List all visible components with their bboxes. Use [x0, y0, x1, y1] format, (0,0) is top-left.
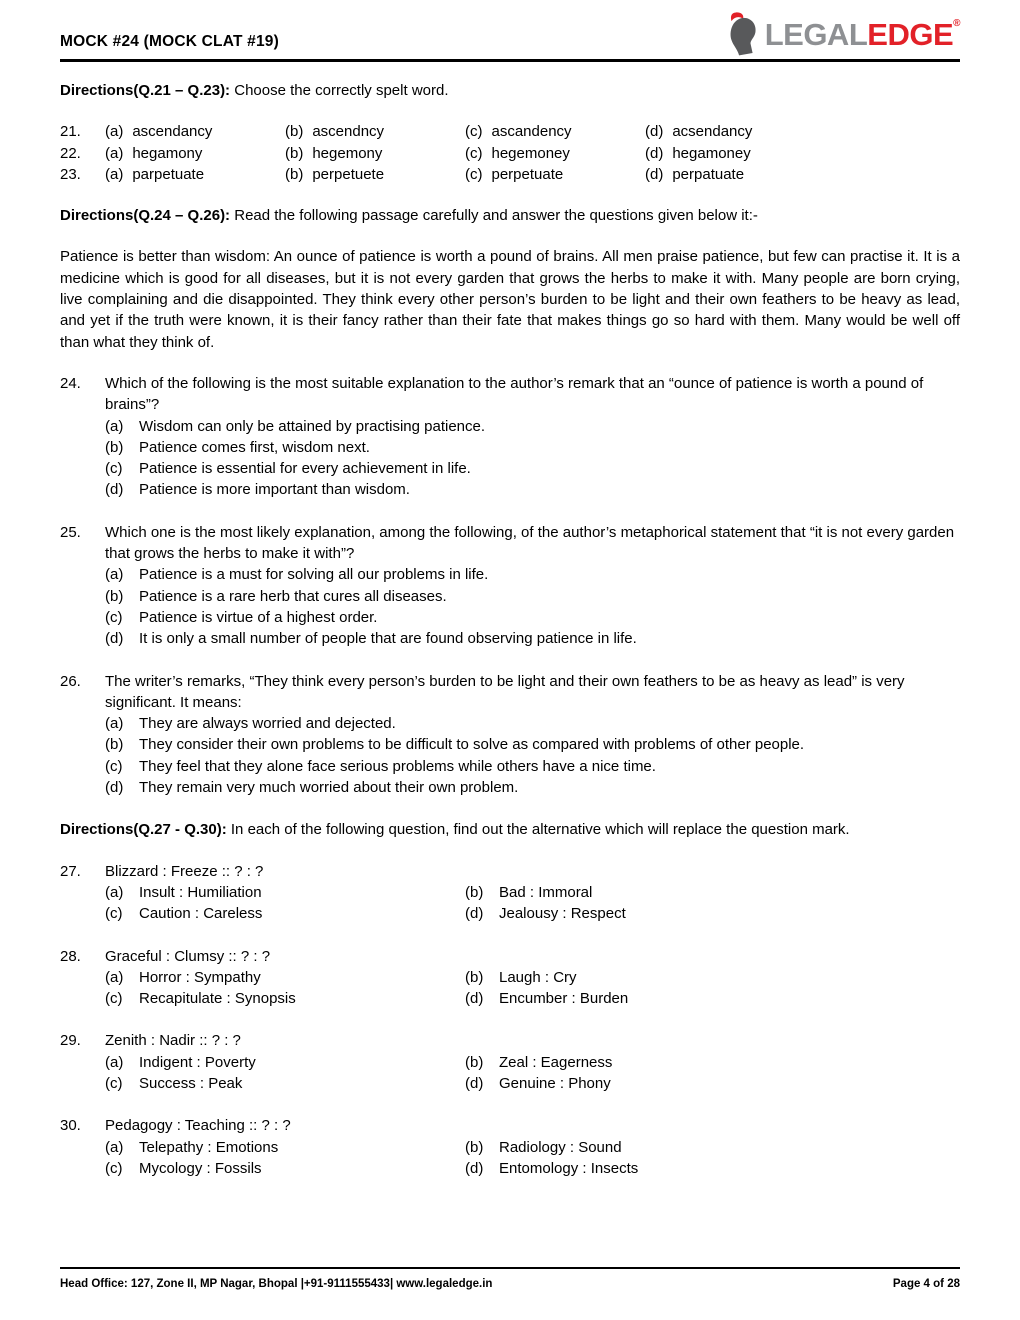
answer-option[interactable]	[105, 121, 285, 142]
question-stem: Zenith : Nadir :: ? : ?	[105, 1032, 241, 1050]
option-text: parpetuate	[132, 165, 205, 183]
option-text: hegemony	[312, 144, 383, 162]
option-text: They are always worried and dejected.	[139, 715, 396, 733]
answer-option[interactable]	[105, 967, 465, 988]
option-label: (b)	[465, 968, 484, 986]
option-label: (c)	[465, 123, 483, 141]
option-label: (c)	[105, 990, 123, 1008]
question-stem: Which of the following is the most suitable explanation to the author’s remark that an “ounce of patience is worth a pound of brains”?	[105, 374, 924, 414]
option-label: (b)	[465, 1138, 484, 1156]
directions-text: Read the following passage carefully and answer the questions given below it:-	[230, 207, 758, 225]
answer-option[interactable]	[105, 437, 960, 458]
option-text: Patience is a must for solving all our problems in life.	[139, 566, 489, 584]
option-label: (a)	[105, 715, 124, 733]
directions-q24-q26	[60, 205, 960, 226]
option-text: Recapitulate : Synopsis	[139, 990, 296, 1008]
question	[60, 861, 960, 925]
option-text: Mycology : Fossils	[139, 1159, 262, 1177]
option-text: acsendancy	[672, 123, 753, 141]
option-text: Indigent : Poverty	[139, 1053, 256, 1071]
legaledge-logo-text	[764, 16, 960, 52]
answer-option[interactable]	[105, 458, 960, 479]
question-number: 24.	[60, 374, 81, 392]
option-text: ascendncy	[312, 123, 385, 141]
option-label: (b)	[105, 438, 124, 456]
option-text: Radiology : Sound	[499, 1138, 622, 1156]
answer-option[interactable]	[105, 1158, 465, 1179]
option-text: ascandency	[491, 123, 572, 141]
option-label: (c)	[465, 144, 483, 162]
question-number: 26.	[60, 672, 81, 690]
option-label: (a)	[105, 883, 124, 901]
answer-option[interactable]	[105, 564, 960, 585]
answer-option[interactable]	[465, 882, 960, 903]
legaledge-logo-icon	[722, 12, 760, 56]
option-label: (d)	[465, 905, 484, 923]
option-label: (a)	[105, 566, 124, 584]
option-label: (b)	[285, 144, 304, 162]
question	[60, 522, 960, 650]
answer-option[interactable]	[105, 143, 285, 164]
option-label: (d)	[105, 481, 124, 499]
option-text: perpetuate	[491, 165, 564, 183]
answer-option[interactable]	[465, 121, 645, 142]
option-text: Horror : Sympathy	[139, 968, 261, 986]
answer-option[interactable]	[465, 903, 960, 924]
option-label: (c)	[105, 608, 123, 626]
reading-passage: Patience is better than wisdom: An ounce of patience is worth a pound of brains. All men praise patience, but few can practise it. It is a medicine which is good for all diseases, but it is not every garden that grows the herbs to make it with. Many people are born crying, live complaining and die disappointed. They think every other person’s burden to be light and their own feathers to be heavy as lead, and yet if the truth were known, it is their fancy rather than their fate that makes things go so hard with them. Many would be well off than what they think of.	[60, 248, 960, 351]
option-text: They remain very much worried about their own problem.	[139, 779, 519, 797]
answer-option[interactable]	[105, 586, 960, 607]
option-label: (d)	[465, 1074, 484, 1092]
answer-option[interactable]	[465, 1158, 960, 1179]
answer-option[interactable]	[105, 882, 465, 903]
answer-option[interactable]	[105, 479, 960, 500]
option-label: (a)	[105, 968, 124, 986]
option-label: (c)	[105, 460, 123, 478]
page-header	[60, 0, 960, 62]
option-text: hegemoney	[491, 144, 570, 162]
option-label: (a)	[105, 123, 124, 141]
option-text: perpetuete	[312, 165, 385, 183]
footer-contact-info: Head Office: 127, Zone II, MP Nagar, Bhopal |+91-9111555433| www.legaledge.in	[60, 1277, 493, 1290]
question-stem: The writer’s remarks, “They think every person’s burden to be light and their own feathers to be as heavy as lead” is very significant. It means:	[105, 672, 905, 711]
directions-q21-q23	[60, 80, 960, 101]
option-text: ascendancy	[132, 123, 213, 141]
option-label: (a)	[105, 1053, 124, 1071]
directions-label: Directions(Q.27 - Q.30):	[60, 821, 227, 839]
answer-option[interactable]	[465, 1073, 960, 1094]
answer-option[interactable]	[645, 143, 825, 164]
answer-option[interactable]	[105, 777, 960, 798]
option-text: Entomology : Insects	[499, 1159, 639, 1177]
directions-text: In each of the following question, find out the alternative which will replace the question mark.	[226, 821, 850, 839]
answer-option[interactable]	[105, 1073, 465, 1094]
logo-legal-text: LEGAL	[764, 16, 868, 52]
option-text: Telepathy : Emotions	[139, 1138, 279, 1156]
option-label: (a)	[105, 1138, 124, 1156]
directions-text: Choose the correctly spelt word.	[230, 82, 449, 99]
question-stem: Graceful : Clumsy :: ? : ?	[105, 947, 271, 965]
question-row	[60, 143, 960, 164]
option-label: (b)	[285, 123, 304, 141]
answer-option[interactable]	[105, 1052, 465, 1073]
question-row	[60, 121, 960, 142]
option-text: Patience is more important than wisdom.	[139, 481, 410, 499]
option-label: (d)	[645, 144, 664, 162]
answer-option[interactable]	[645, 121, 825, 142]
answer-option[interactable]	[465, 1052, 960, 1073]
analogy-questions-block	[60, 861, 960, 1180]
option-text: Success : Peak	[139, 1074, 243, 1092]
question-number: 25.	[60, 523, 81, 541]
question-stem: Which one is the most likely explanation, among the following, of the author’s metaphorical statement that “it is not every garden that grows the herbs to make it with”?	[105, 523, 955, 563]
option-text: It is only a small number of people that are found observing patience in life.	[139, 630, 637, 648]
option-label: (c)	[105, 905, 123, 923]
question-number: 23.	[60, 165, 81, 183]
option-label: (b)	[465, 1053, 484, 1071]
option-label: (c)	[105, 1074, 123, 1092]
option-label: (c)	[105, 1159, 123, 1177]
question-number: 22.	[60, 144, 81, 162]
option-text: Genuine : Phony	[499, 1074, 611, 1092]
option-label: (b)	[465, 883, 484, 901]
legaledge-logo	[722, 12, 960, 58]
option-text: hegamony	[132, 144, 203, 162]
answer-option[interactable]	[645, 164, 825, 185]
answer-option[interactable]	[105, 713, 960, 734]
option-label: (b)	[285, 165, 304, 183]
question	[60, 1115, 960, 1179]
spelling-questions-block	[60, 121, 960, 185]
option-text: hegamoney	[672, 144, 751, 162]
directions-q27-q30	[60, 819, 960, 840]
question-number: 21.	[60, 123, 81, 141]
question-row	[60, 164, 960, 185]
answer-option[interactable]	[105, 988, 465, 1009]
answer-option[interactable]	[105, 734, 960, 755]
option-text: Laugh : Cry	[499, 968, 577, 986]
option-text: Zeal : Eagerness	[499, 1053, 613, 1071]
answer-option[interactable]	[285, 164, 465, 185]
answer-option[interactable]	[105, 628, 960, 649]
option-label: (a)	[105, 417, 124, 435]
option-text: Insult : Humiliation	[139, 883, 262, 901]
option-text: Wisdom can only be attained by practising patience.	[139, 417, 486, 435]
question	[60, 946, 960, 1010]
option-label: (b)	[105, 587, 124, 605]
question	[60, 373, 960, 501]
option-label: (d)	[465, 1159, 484, 1177]
option-text: Encumber : Burden	[499, 990, 629, 1008]
question-number: 30.	[60, 1117, 81, 1135]
answer-option[interactable]	[105, 607, 960, 628]
question-number: 29.	[60, 1032, 81, 1050]
question	[60, 1030, 960, 1094]
option-text: Bad : Immoral	[499, 883, 593, 901]
option-text: They consider their own problems to be difficult to solve as compared with problems of other people.	[139, 736, 805, 754]
answer-option[interactable]	[105, 1137, 465, 1158]
answer-option[interactable]	[285, 121, 465, 142]
page-number: Page 4 of 28	[892, 1277, 960, 1290]
question	[60, 671, 960, 799]
option-label: (d)	[645, 165, 664, 183]
question-number: 28.	[60, 947, 81, 965]
question-stem: Pedagogy : Teaching :: ? : ?	[105, 1117, 291, 1135]
option-text: Jealousy : Respect	[499, 905, 626, 923]
option-label: (d)	[645, 123, 664, 141]
answer-option[interactable]	[105, 756, 960, 777]
logo-edge-text: EDGE	[867, 16, 954, 52]
answer-option[interactable]	[465, 164, 645, 185]
answer-option[interactable]	[465, 967, 960, 988]
option-label: (c)	[105, 757, 123, 775]
option-label: (a)	[105, 165, 124, 183]
answer-option[interactable]	[105, 164, 285, 185]
question-number: 27.	[60, 862, 81, 880]
passage-questions-block	[60, 373, 960, 798]
document-title: MOCK #24 (MOCK CLAT #19)	[60, 33, 279, 50]
option-label: (d)	[105, 779, 124, 797]
option-text: They feel that they alone face serious problems while others have a nice time.	[139, 757, 656, 775]
answer-option[interactable]	[465, 988, 960, 1009]
option-label: (a)	[105, 144, 124, 162]
exam-content	[60, 62, 960, 1179]
answer-option[interactable]	[105, 416, 960, 437]
answer-option[interactable]	[465, 1137, 960, 1158]
logo-registered-mark: ®	[953, 17, 960, 29]
directions-label: Directions(Q.21 – Q.23):	[60, 82, 231, 99]
directions-label: Directions(Q.24 – Q.26):	[60, 207, 231, 225]
page-footer	[60, 1267, 960, 1292]
option-label: (b)	[105, 736, 124, 754]
question-stem: Blizzard : Freeze :: ? : ?	[105, 862, 264, 880]
option-label: (d)	[105, 630, 124, 648]
option-label: (d)	[465, 990, 484, 1008]
option-text: Patience is a rare herb that cures all diseases.	[139, 587, 447, 605]
answer-option[interactable]	[285, 143, 465, 164]
option-text: Patience is virtue of a highest order.	[139, 608, 378, 626]
option-text: Patience comes first, wisdom next.	[139, 438, 370, 456]
answer-option[interactable]	[105, 903, 465, 924]
answer-option[interactable]	[465, 143, 645, 164]
footer-divider	[60, 1267, 960, 1269]
option-text: Patience is essential for every achievement in life.	[139, 460, 471, 478]
option-text: perpatuate	[672, 165, 745, 183]
option-label: (c)	[465, 165, 483, 183]
option-text: Caution : Careless	[139, 905, 263, 923]
